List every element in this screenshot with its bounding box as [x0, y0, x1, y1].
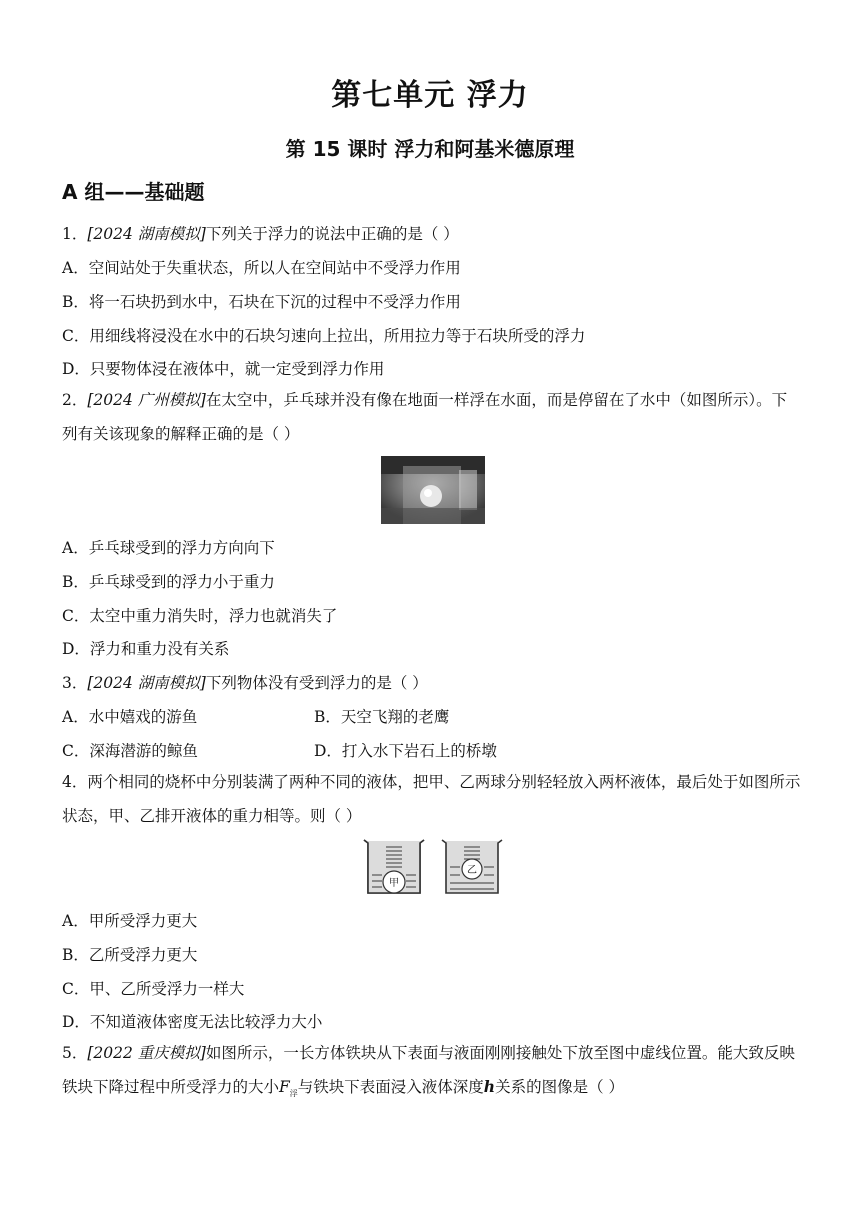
question-text: 下列关于浮力的说法中正确的是（ ） [205, 225, 459, 243]
ball-yi-label: 乙 [467, 865, 477, 876]
q1-option-c: C．用细线将浸没在水中的石块匀速向上拉出，所用拉力等于石块所受的浮力 [62, 327, 586, 345]
q1-option-a: A．空间站处于失重状态，所以人在空间站中不受浮力作用 [62, 259, 461, 277]
q2-option-b: B．乒乓球受到的浮力小于重力 [62, 573, 275, 591]
unit-title: 第七单元 浮力 [331, 78, 529, 113]
space-ping-pong-photo [381, 456, 485, 524]
question-text: 下列物体没有受到浮力的是（ ） [205, 674, 428, 692]
question-source: [2024 湖南模拟] [87, 674, 206, 692]
q1-option-b: B．将一石块扔到水中，石块在下沉的过程中不受浮力作用 [62, 293, 461, 311]
buoyancy-symbol: F [279, 1078, 290, 1096]
question-4-stem [62, 765, 802, 833]
question-text-2: 与铁块下表面浸入液体深度 [297, 1078, 484, 1096]
section-heading: A 组——基础题 [62, 180, 205, 204]
question-number: 1． [62, 225, 88, 243]
question-text: 在太空中，乒乓球并没有像在地面一样浮在水面，而是停留在了水中（如图所示）。下列有关该现象的解释正确的是（ ） [62, 391, 788, 443]
question-text: 两个相同的烧杯中分别装满了两种不同的液体，把甲、乙两球分别轻轻放入两杯液体，最后处于如图所示状态，甲、乙排开液体的重力相等。则（ ） [62, 773, 801, 825]
question-5-stem [62, 1036, 802, 1111]
q1-option-d: D．只要物体浸在液体中，就一定受到浮力作用 [62, 360, 385, 378]
question-source: [2024 湖南模拟] [87, 225, 206, 243]
q4-option-d: D．不知道液体密度无法比较浮力大小 [62, 1013, 323, 1031]
q2-option-a: A．乒乓球受到的浮力方向向下 [62, 539, 275, 557]
two-beakers-figure [362, 837, 504, 897]
depth-symbol: h [483, 1077, 496, 1096]
q3-option-c: C．深海潜游的鲸鱼 [62, 742, 198, 760]
question-text-3: 关系的图像是（ ） [495, 1078, 625, 1096]
question-source: [2024 广州模拟] [87, 391, 206, 409]
question-number: 2． [62, 391, 88, 409]
q2-option-d: D．浮力和重力没有关系 [62, 640, 230, 658]
q4-option-c: C．甲、乙所受浮力一样大 [62, 980, 245, 998]
question-number: 3． [62, 674, 88, 692]
question-number: 4． [62, 773, 88, 791]
q3-option-d: D．打入水下岩石上的桥墩 [314, 742, 497, 760]
lesson-title: 第 15 课时 浮力和阿基米德原理 [285, 137, 575, 161]
q3-option-a: A．水中嬉戏的游鱼 [62, 708, 198, 726]
question-2-stem [62, 383, 802, 451]
q4-option-a: A．甲所受浮力更大 [62, 912, 198, 930]
q3-option-b: B．天空飞翔的老鹰 [314, 708, 450, 726]
buoyancy-subscript: 浮 [289, 1089, 298, 1099]
question-number: 5． [62, 1044, 88, 1062]
question-1-stem [62, 222, 459, 244]
ball-jia-label: 甲 [389, 878, 399, 889]
q4-option-b: B．乙所受浮力更大 [62, 946, 198, 964]
question-text: 如图所示，一长方体铁块从下表面与液面刚刚接触处下放至图中虚线位置。能大致反映铁块下降过程中所受浮力的大小 [62, 1044, 795, 1096]
question-source: [2022 重庆模拟] [87, 1044, 206, 1062]
q2-option-c: C．太空中重力消失时，浮力也就消失了 [62, 607, 338, 625]
question-3-stem [62, 671, 428, 693]
